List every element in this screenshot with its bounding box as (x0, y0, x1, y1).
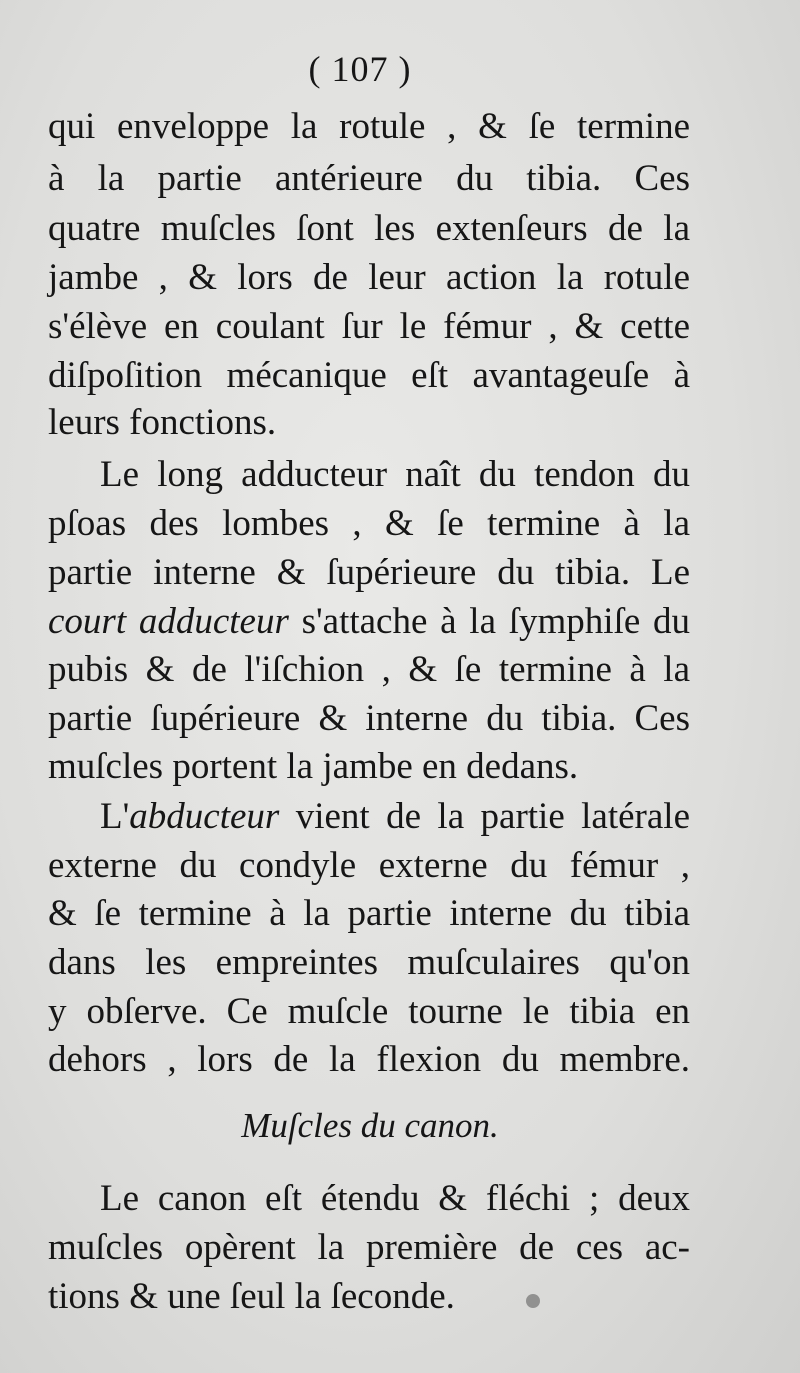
text-line: partie ſupérieure & interne du tibia. Ces (48, 698, 690, 739)
text-line (100, 798, 690, 835)
text-line: pſoas des lombes , & ſe termine à la (48, 503, 690, 544)
text-line: Le long adducteur naît du tendon du (100, 454, 690, 495)
text-line: qui enveloppe la rotule , & ſe termine (48, 106, 690, 147)
text-line: muſcles opèrent la première de ces ac- (48, 1227, 690, 1268)
text-line: pubis & de l'iſchion , & ſe termine à la (48, 649, 690, 690)
text-span: L' (100, 796, 130, 837)
text-span: s'attache à la ſymphiſe du (288, 601, 690, 642)
text-line: y obſerve. Ce muſcle tourne le tibia en (48, 991, 690, 1032)
text-line: externe du condyle externe du fémur , (48, 845, 690, 886)
text-line: diſpoſition mécanique eſt avantageuſe à (48, 355, 690, 396)
text-span: vient de la partie latérale (279, 796, 690, 837)
text-line (48, 603, 690, 640)
ink-blot (526, 1294, 540, 1308)
page-number: ( 107 ) (308, 49, 412, 89)
text-line: dans les empreintes muſculaires qu'on (48, 942, 690, 983)
text-line: s'élève en coulant ſur le fémur , & cette (48, 306, 690, 347)
text-line: & ſe termine à la partie interne du tibia (48, 893, 690, 934)
text-line: Le canon eſt étendu & fléchi ; deux (100, 1178, 690, 1219)
section-heading: Muſcles du canon. (241, 1106, 499, 1145)
text-line: muſcles portent la jambe en dedans. (48, 746, 579, 787)
text-line: quatre muſcles ſont les extenſeurs de la (48, 208, 690, 249)
italic-term: court adducteur (48, 601, 289, 642)
italic-term: abducteur (129, 796, 280, 837)
text-line: leurs fonctions. (48, 402, 277, 443)
text-line: tions & une ſeul la ſeconde. (48, 1276, 455, 1317)
text-line: partie interne & ſupérieure du tibia. Le (48, 552, 690, 593)
text-line: jambe , & lors de leur action la rotule (48, 257, 690, 298)
text-line: dehors , lors de la flexion du membre. (48, 1039, 690, 1080)
text-line: à la partie antérieure du tibia. Ces (48, 158, 690, 199)
